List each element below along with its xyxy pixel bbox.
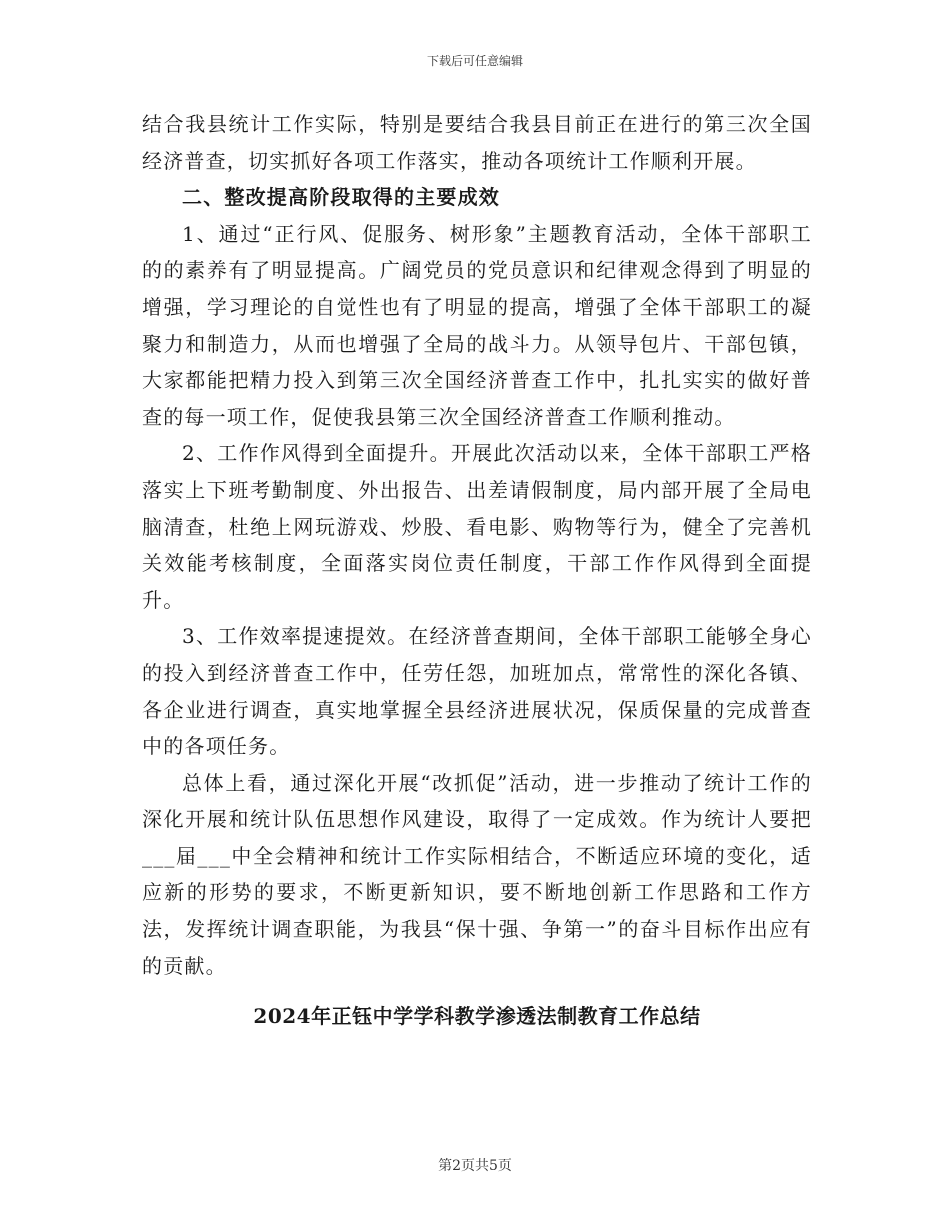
paragraph-summary: 总体上看，通过深化开展“改抓促”活动，进一步推动了统计工作的深化开展和统计队伍思想作风建设，取得了一定成效。作为统计人要把___届___中全会精神和统计工作实际相结合，不断适应环境的变化，适应新的形势的要求，不断更新知识，要不断地创新工作思路和工作方法，发挥统计调查职能，为我县“保十强、争第一”的奋斗目标作出应有的贡献。 <box>142 770 812 978</box>
paragraph-item-3: 3、工作效率提速提效。在经济普查期间，全体干部职工能够全身心的投入到经济普查工作中，任劳任怨，加班加点，常常性的深化各镇、各企业进行调查，真实地掌握全县经济进展状况，保质保量的完成普查中的各项任务。 <box>142 624 812 759</box>
paragraph-continuation: 结合我县统计工作实际，特别是要结合我县目前正在进行的第三次全国经济普查，切实抓好各项工作落实，推动各项统计工作顺利开展。 <box>142 112 812 173</box>
paragraph-item-1: 1、通过“正行风、促服务、树形象”主题教育活动，全体干部职工的的素养有了明显提高。广阔党员的党员意识和纪律观念得到了明显的增强，学习理论的自觉性也有了明显的提高，增强了全体干部职工的凝聚力和制造力，从而也增强了全局的战斗力。从领导包片、干部包镇，大家都能把精力投入到第三次全国经济普查工作中，扎扎实实的做好普查的每一项工作，促使我县第三次全国经济普查工作顺利推动。 <box>142 221 812 429</box>
page-number: 第2页共5页 <box>438 1158 512 1174</box>
page-header: 下载后可任意编辑 <box>426 54 523 68</box>
section-heading: 二、整改提高阶段取得的主要成效 <box>182 185 500 210</box>
next-document-title: 2024年正钰中学学科教学渗透法制教育工作总结 <box>253 1004 701 1029</box>
document-body <box>142 106 812 1034</box>
paragraph-item-2: 2、工作作风得到全面提升。开展此次活动以来，全体干部职工严格落实上下班考勤制度、外出报告、出差请假制度，局内部开展了全局电脑清查，杜绝上网玩游戏、炒股、看电影、购物等行为，健全了完善机关效能考核制度，全面落实岗位责任制度，干部工作作风得到全面提升。 <box>142 441 812 612</box>
